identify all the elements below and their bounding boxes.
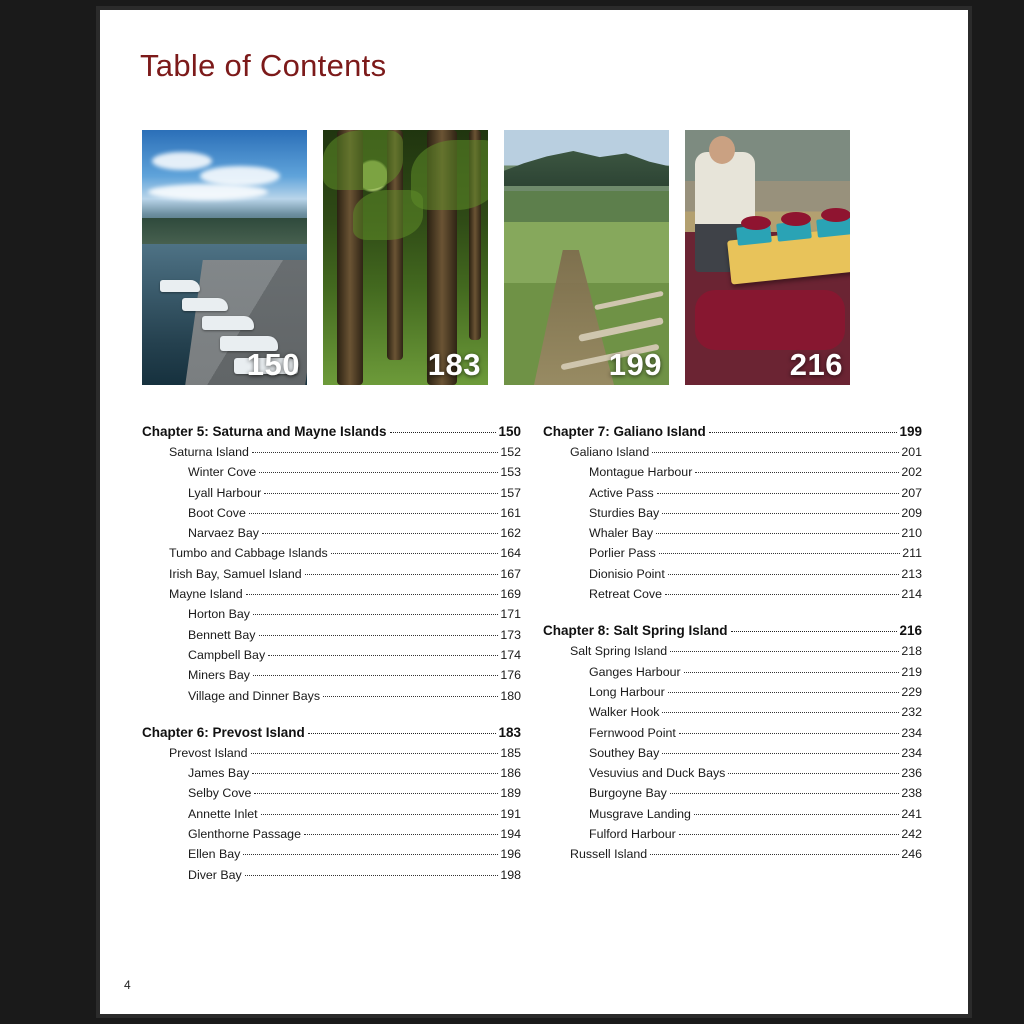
leader-dots bbox=[668, 692, 900, 693]
leader-dots bbox=[304, 834, 498, 835]
entry-page: 202 bbox=[901, 465, 922, 480]
chapter-page: 150 bbox=[498, 424, 521, 439]
entry-label: Annette Inlet bbox=[188, 806, 258, 821]
entry-label: Russell Island bbox=[570, 847, 648, 862]
toc-column-left bbox=[142, 422, 521, 885]
toc-entry[interactable] bbox=[142, 604, 521, 624]
toc-entry[interactable] bbox=[142, 523, 521, 543]
leader-dots bbox=[251, 753, 499, 754]
entry-page: 157 bbox=[500, 485, 521, 500]
leader-dots bbox=[259, 472, 498, 473]
entry-label: Mayne Island bbox=[169, 587, 243, 602]
entry-label: James Bay bbox=[188, 766, 250, 781]
entry-label: Active Pass bbox=[589, 485, 654, 500]
entry-page: 242 bbox=[901, 827, 922, 842]
toc-entry[interactable] bbox=[142, 844, 521, 864]
entry-page: 201 bbox=[901, 445, 922, 459]
entry-label: Boot Cove bbox=[188, 505, 246, 520]
toc-entry[interactable] bbox=[543, 743, 922, 763]
leader-dots bbox=[652, 452, 899, 453]
chapter-page: 216 bbox=[899, 623, 922, 639]
entry-page: 186 bbox=[500, 766, 521, 781]
toc-entry[interactable] bbox=[543, 763, 922, 783]
entry-label: Diver Bay bbox=[188, 867, 242, 882]
entry-label: Prevost Island bbox=[169, 745, 248, 760]
toc-entry[interactable] bbox=[142, 665, 521, 685]
leader-dots bbox=[670, 793, 899, 794]
toc-entry[interactable] bbox=[142, 442, 521, 462]
entry-page: 153 bbox=[500, 465, 521, 480]
toc-entry[interactable] bbox=[142, 824, 521, 844]
leader-dots bbox=[243, 854, 498, 855]
entry-label: Lyall Harbour bbox=[188, 485, 262, 500]
entry-page: 198 bbox=[500, 867, 521, 882]
toc-chapter-row[interactable] bbox=[142, 725, 521, 740]
entry-page: 232 bbox=[901, 705, 922, 720]
toc-entry[interactable] bbox=[543, 662, 922, 682]
thumbnail-page-number: 183 bbox=[427, 347, 481, 382]
entry-page: 218 bbox=[901, 644, 922, 659]
entry-page: 236 bbox=[901, 766, 922, 781]
leader-dots bbox=[662, 712, 899, 713]
entry-page: 167 bbox=[500, 566, 521, 581]
entry-label: Ganges Harbour bbox=[589, 664, 681, 679]
entry-page: 234 bbox=[901, 745, 922, 760]
toc-entry[interactable] bbox=[142, 645, 521, 665]
entry-page: 169 bbox=[500, 587, 521, 602]
entry-page: 173 bbox=[500, 627, 521, 642]
leader-dots bbox=[728, 773, 899, 774]
entry-label: Winter Cove bbox=[188, 465, 257, 480]
entry-label: Retreat Cove bbox=[589, 587, 663, 602]
entry-page: 152 bbox=[500, 445, 521, 459]
leader-dots bbox=[709, 432, 898, 433]
toc-entry[interactable] bbox=[543, 483, 922, 503]
entry-label: Whaler Bay bbox=[589, 526, 654, 541]
toc-entry[interactable] bbox=[543, 682, 922, 702]
toc-entry[interactable] bbox=[543, 462, 922, 482]
toc-entry[interactable] bbox=[142, 783, 521, 803]
entry-label: Miners Bay bbox=[188, 668, 250, 683]
entry-label: Vesuvius and Duck Bays bbox=[589, 766, 726, 781]
entry-label: Fernwood Point bbox=[589, 725, 676, 740]
leader-dots bbox=[264, 493, 498, 494]
toc-entry[interactable] bbox=[142, 503, 521, 523]
leader-dots bbox=[684, 672, 900, 673]
chapter-thumbnail-strip bbox=[142, 130, 892, 385]
entry-page: 214 bbox=[901, 587, 922, 602]
entry-label: Sturdies Bay bbox=[589, 505, 660, 520]
leader-dots bbox=[390, 432, 497, 433]
entry-page: 234 bbox=[901, 725, 922, 740]
leader-dots bbox=[670, 651, 899, 652]
entry-label: Ellen Bay bbox=[188, 847, 241, 862]
leader-dots bbox=[253, 614, 498, 615]
entry-label: Village and Dinner Bays bbox=[188, 688, 321, 703]
entry-page: 211 bbox=[902, 546, 922, 561]
entry-label: Long Harbour bbox=[589, 684, 665, 699]
entry-label: Southey Bay bbox=[589, 745, 660, 760]
entry-label: Horton Bay bbox=[188, 607, 250, 622]
entry-page: 189 bbox=[500, 786, 521, 801]
leader-dots bbox=[650, 854, 899, 855]
entry-page: 164 bbox=[500, 546, 521, 561]
entry-label: Tumbo and Cabbage Islands bbox=[169, 546, 328, 561]
chapter-page: 183 bbox=[498, 724, 521, 740]
leader-dots bbox=[305, 574, 499, 575]
entry-label: Campbell Bay bbox=[188, 647, 266, 662]
toc-entry[interactable] bbox=[543, 564, 922, 584]
toc-entry[interactable] bbox=[142, 483, 521, 503]
entry-page: 176 bbox=[500, 668, 521, 683]
leader-dots bbox=[665, 594, 899, 595]
leader-dots bbox=[249, 513, 498, 514]
leader-dots bbox=[259, 635, 499, 636]
leader-dots bbox=[659, 553, 900, 554]
entry-page: 191 bbox=[500, 806, 521, 821]
entry-label: Salt Spring Island bbox=[570, 644, 668, 659]
entry-page: 185 bbox=[500, 745, 521, 760]
entry-label: Irish Bay, Samuel Island bbox=[169, 566, 302, 581]
toc-column-right bbox=[543, 422, 922, 885]
leader-dots bbox=[731, 631, 898, 632]
entry-page: 171 bbox=[500, 607, 521, 622]
entry-page: 241 bbox=[901, 806, 922, 821]
entry-label: Selby Cove bbox=[188, 786, 252, 801]
entry-page: 196 bbox=[500, 847, 521, 862]
entry-page: 246 bbox=[901, 847, 922, 862]
leader-dots bbox=[246, 594, 499, 595]
toc-entry[interactable] bbox=[543, 641, 922, 661]
entry-page: 162 bbox=[500, 526, 521, 541]
entry-label: Montague Harbour bbox=[589, 465, 693, 480]
leader-dots bbox=[308, 733, 497, 734]
entry-page: 210 bbox=[901, 526, 922, 541]
leader-dots bbox=[679, 834, 900, 835]
shoreline-meadow-photo bbox=[504, 130, 669, 385]
toc-entry[interactable] bbox=[142, 686, 521, 706]
leader-dots bbox=[245, 875, 499, 876]
entry-page: 219 bbox=[901, 664, 922, 679]
entry-page: 213 bbox=[901, 566, 922, 581]
entry-page: 238 bbox=[901, 786, 922, 801]
entry-label: Saturna Island bbox=[169, 445, 249, 459]
entry-label: Porlier Pass bbox=[589, 546, 656, 561]
entry-page: 209 bbox=[901, 505, 922, 520]
toc-entry[interactable] bbox=[142, 564, 521, 584]
toc-entry[interactable] bbox=[543, 523, 922, 543]
leader-dots bbox=[331, 553, 499, 554]
chapter-page: 199 bbox=[899, 424, 922, 439]
leader-dots bbox=[694, 814, 899, 815]
entry-label: Glenthorne Passage bbox=[188, 827, 301, 842]
toc-entry[interactable] bbox=[543, 442, 922, 462]
toc-entry[interactable] bbox=[142, 584, 521, 604]
leader-dots bbox=[657, 493, 900, 494]
leader-dots bbox=[262, 533, 498, 534]
toc-entry[interactable] bbox=[543, 503, 922, 523]
toc-entry[interactable] bbox=[142, 625, 521, 645]
leader-dots bbox=[252, 773, 498, 774]
entry-label: Burgoyne Bay bbox=[589, 786, 667, 801]
toc-entry[interactable] bbox=[142, 743, 521, 763]
toc-entry[interactable] bbox=[543, 844, 922, 864]
toc-entry[interactable] bbox=[543, 804, 922, 824]
chapter-label: Chapter 8: Salt Spring Island bbox=[543, 623, 728, 639]
leader-dots bbox=[656, 533, 899, 534]
chapter-label: Chapter 7: Galiano Island bbox=[543, 424, 706, 439]
entry-page: 161 bbox=[500, 505, 521, 520]
entry-label: Bennett Bay bbox=[188, 627, 256, 642]
table-of-contents bbox=[142, 422, 922, 885]
leader-dots bbox=[662, 513, 899, 514]
toc-chapter-row[interactable] bbox=[142, 424, 521, 439]
entry-label: Narvaez Bay bbox=[188, 526, 259, 541]
toc-entry[interactable] bbox=[543, 723, 922, 743]
toc-entry[interactable] bbox=[142, 763, 521, 783]
toc-entry[interactable] bbox=[543, 824, 922, 844]
entry-page: 229 bbox=[901, 684, 922, 699]
entry-label: Galiano Island bbox=[570, 445, 650, 459]
leader-dots bbox=[668, 574, 900, 575]
toc-entry[interactable] bbox=[543, 584, 922, 604]
leader-dots bbox=[662, 753, 899, 754]
page-folio-number: 4 bbox=[124, 978, 131, 992]
leader-dots bbox=[679, 733, 900, 734]
toc-chapter-row[interactable] bbox=[543, 424, 922, 439]
page-title: Table of Contents bbox=[140, 48, 387, 83]
toc-entry[interactable] bbox=[142, 462, 521, 482]
forest-trees-photo bbox=[323, 130, 488, 385]
thumbnail-page-number: 150 bbox=[246, 347, 300, 382]
toc-entry[interactable] bbox=[142, 804, 521, 824]
thumbnail-page-number: 216 bbox=[789, 347, 843, 382]
marina-boats-photo bbox=[142, 130, 307, 385]
book-page bbox=[100, 10, 968, 1014]
entry-page: 207 bbox=[901, 485, 922, 500]
entry-page: 194 bbox=[500, 827, 521, 842]
entry-label: Dionisio Point bbox=[589, 566, 665, 581]
entry-label: Walker Hook bbox=[589, 705, 660, 720]
toc-entry[interactable] bbox=[543, 783, 922, 803]
toc-chapter-row[interactable] bbox=[543, 623, 922, 638]
leader-dots bbox=[323, 696, 498, 697]
leader-dots bbox=[254, 793, 498, 794]
entry-page: 180 bbox=[500, 688, 521, 703]
thumbnail-page-number: 199 bbox=[608, 347, 662, 382]
entry-label: Fulford Harbour bbox=[589, 827, 676, 842]
leader-dots bbox=[261, 814, 499, 815]
entry-label: Musgrave Landing bbox=[589, 806, 691, 821]
leader-dots bbox=[268, 655, 498, 656]
toc-entry[interactable] bbox=[543, 543, 922, 563]
toc-entry[interactable] bbox=[142, 865, 521, 885]
leader-dots bbox=[253, 675, 498, 676]
chapter-label: Chapter 6: Prevost Island bbox=[142, 724, 305, 740]
toc-entry[interactable] bbox=[142, 543, 521, 563]
farmers-market-berries-photo bbox=[685, 130, 850, 385]
toc-entry[interactable] bbox=[543, 702, 922, 722]
entry-page: 174 bbox=[500, 647, 521, 662]
chapter-label: Chapter 5: Saturna and Mayne Islands bbox=[142, 424, 387, 439]
leader-dots bbox=[695, 472, 899, 473]
leader-dots bbox=[252, 452, 498, 453]
